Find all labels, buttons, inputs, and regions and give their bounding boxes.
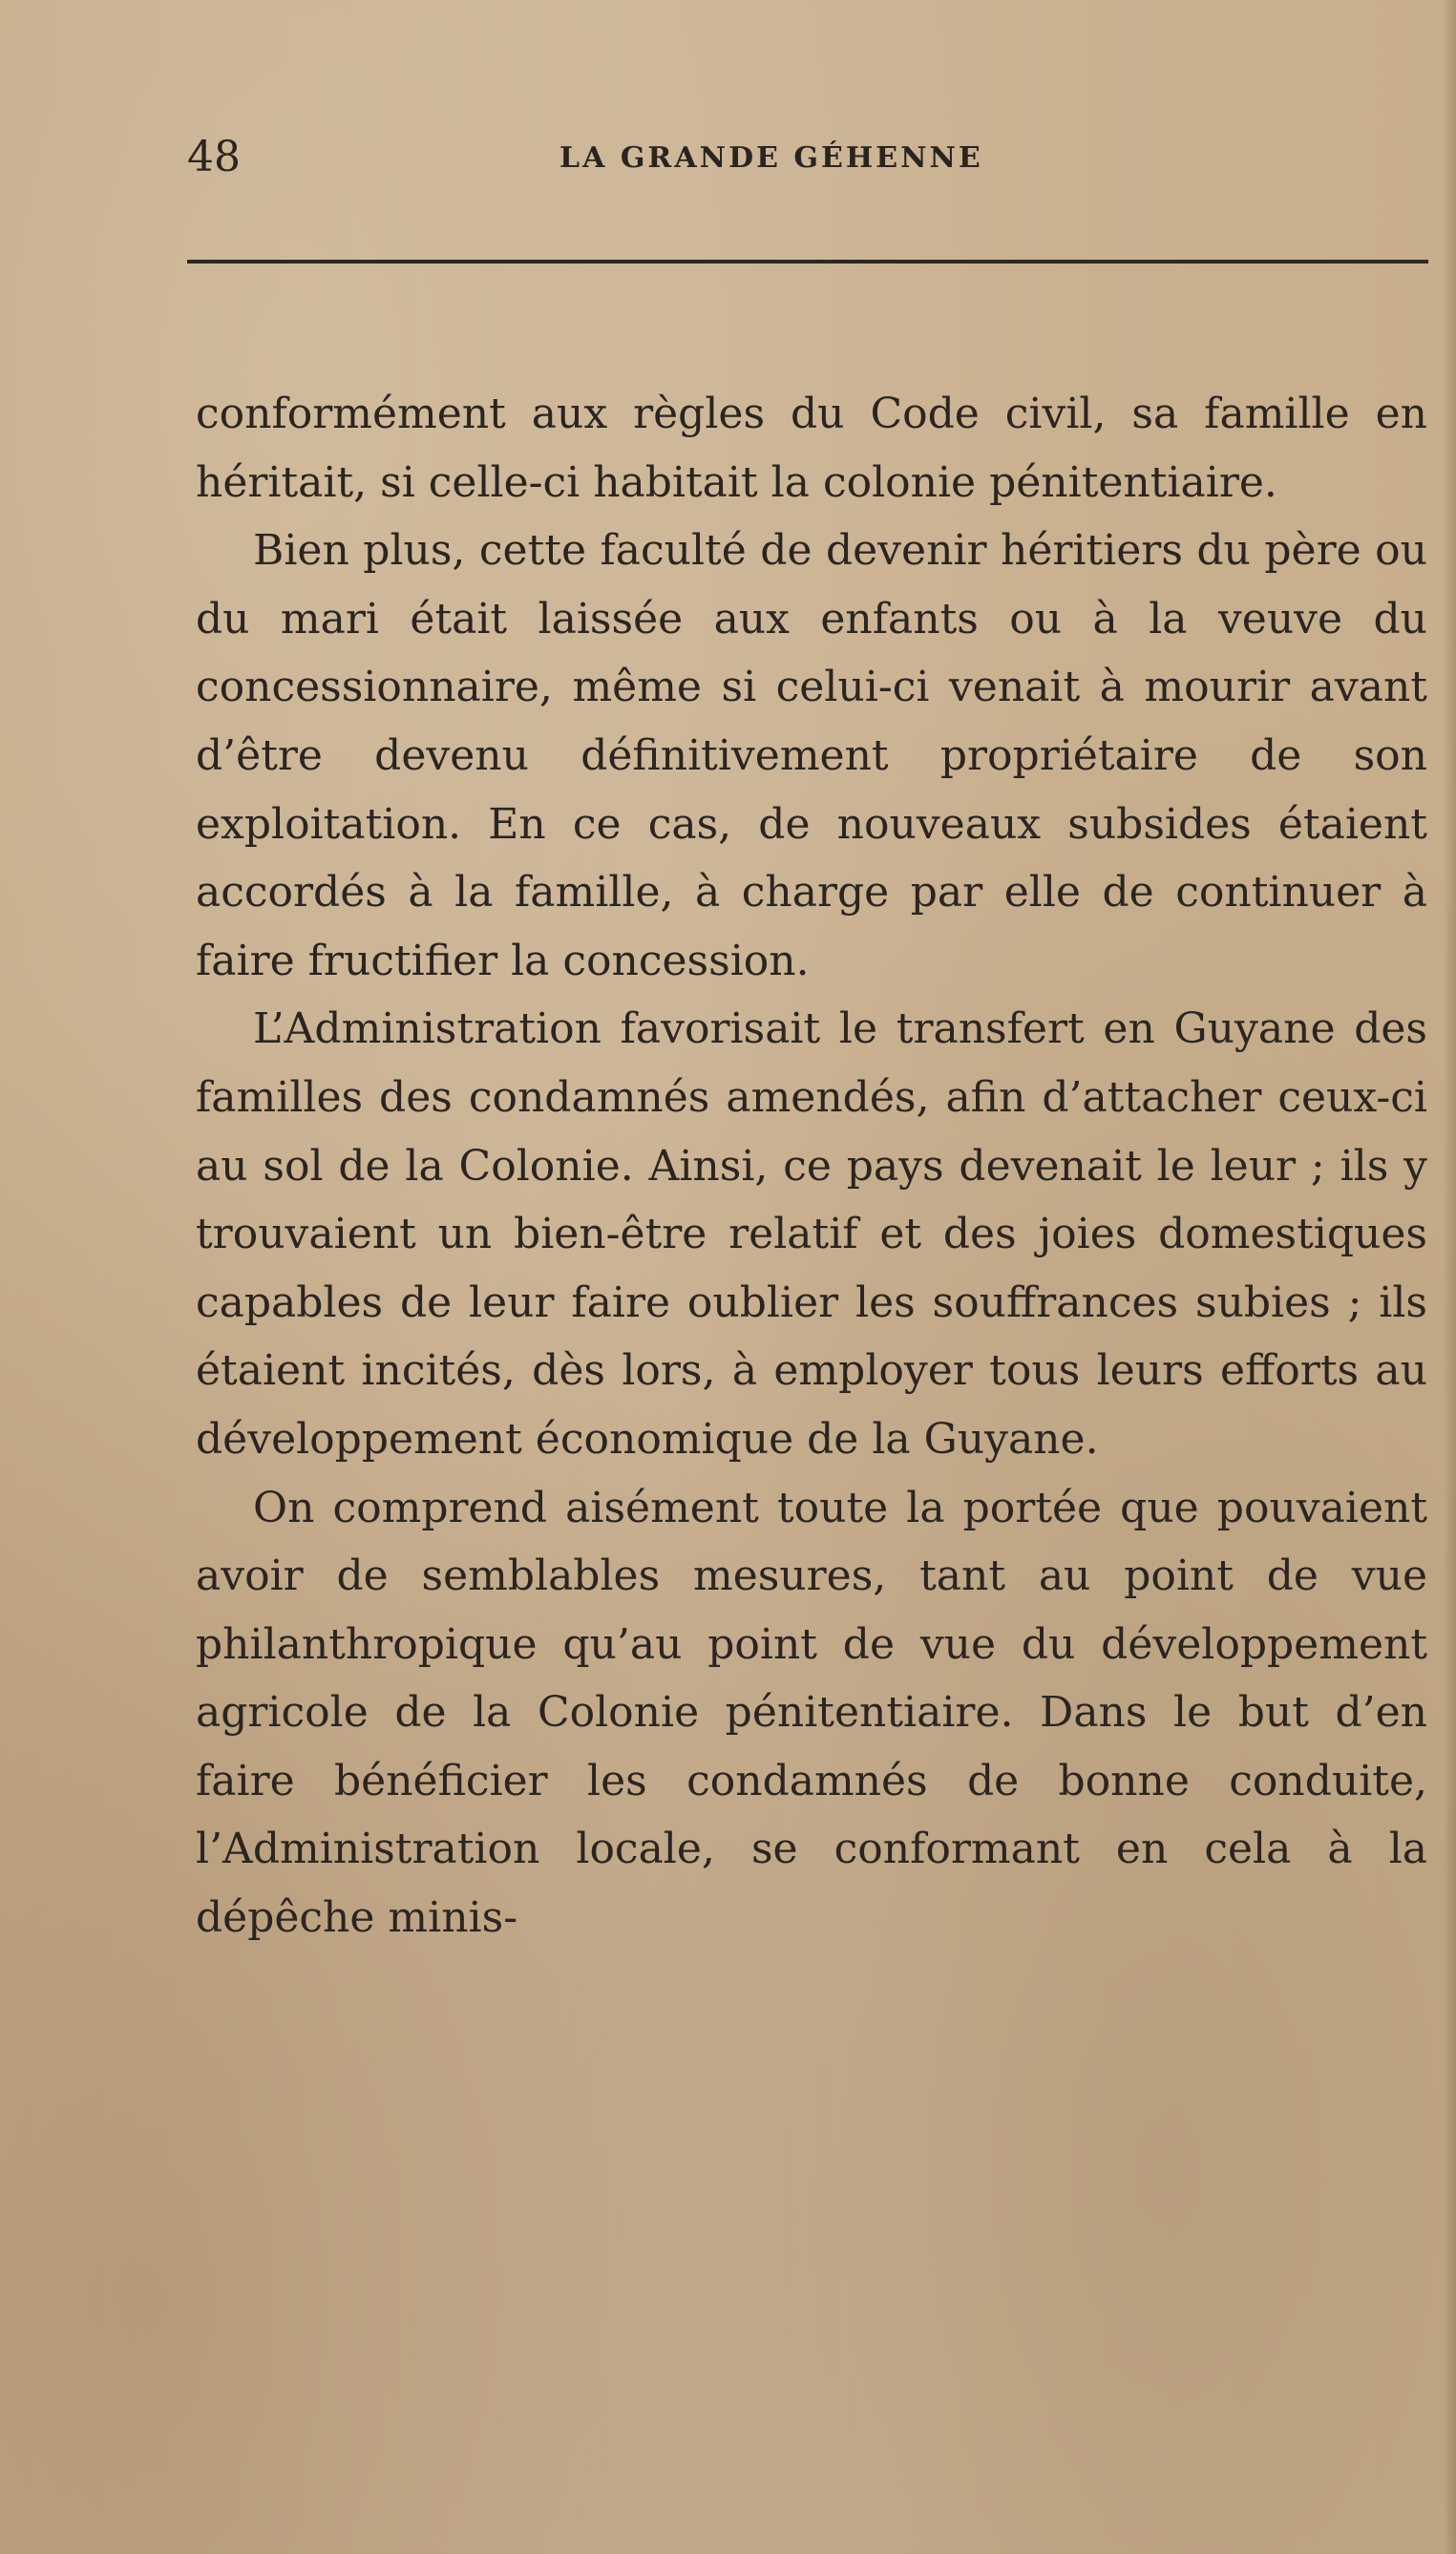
page-number: 48: [187, 133, 241, 181]
page-edge-shadow: [1443, 0, 1456, 2554]
body-text: [196, 380, 1427, 1952]
paragraph: Bien plus, cette faculté de devenir héritiers du père ou du mari était laissée aux enfants ou à la veuve du concessionnaire, même si celui-ci venait à mourir avant d’être devenu définitivement propriétaire de son exploitation. En ce cas, de nouveaux subsides étaient accordés à la famille, à charge par elle de continuer à faire fructifier la concession.: [196, 526, 1427, 985]
page-header: [187, 129, 1428, 186]
running-title: LA GRANDE GÉHENNE: [559, 141, 983, 175]
header-rule: [187, 260, 1428, 264]
paragraph: conformément aux règles du Code civil, sa famille en héritait, si celle-ci habitait la colonie pénitentiaire.: [196, 390, 1427, 507]
paragraph: On comprend aisément toute la portée que pouvaient avoir de semblables mesures, tant au point de vue philanthropique qu’au point de vue du développement agricole de la Colonie pénitentiaire. Dans le but d’en faire bénéficier les condamnés de bonne conduite, l’Administration locale, se conformant en cela à la dépêche minis-: [196, 1483, 1427, 1943]
paragraph: L’Administration favorisait le transfert en Guyane des familles des condamnés amendés, afin d’attacher ceux-ci au sol de la Colonie. Ainsi, ce pays devenait le leur ; ils y trouvaient un bien-être relatif et des joies domestiques capables de leur faire oublier les souffrances subies ; ils étaient incités, dès lors, à employer tous leurs efforts au développement économique de la Guyane.: [196, 1004, 1427, 1464]
